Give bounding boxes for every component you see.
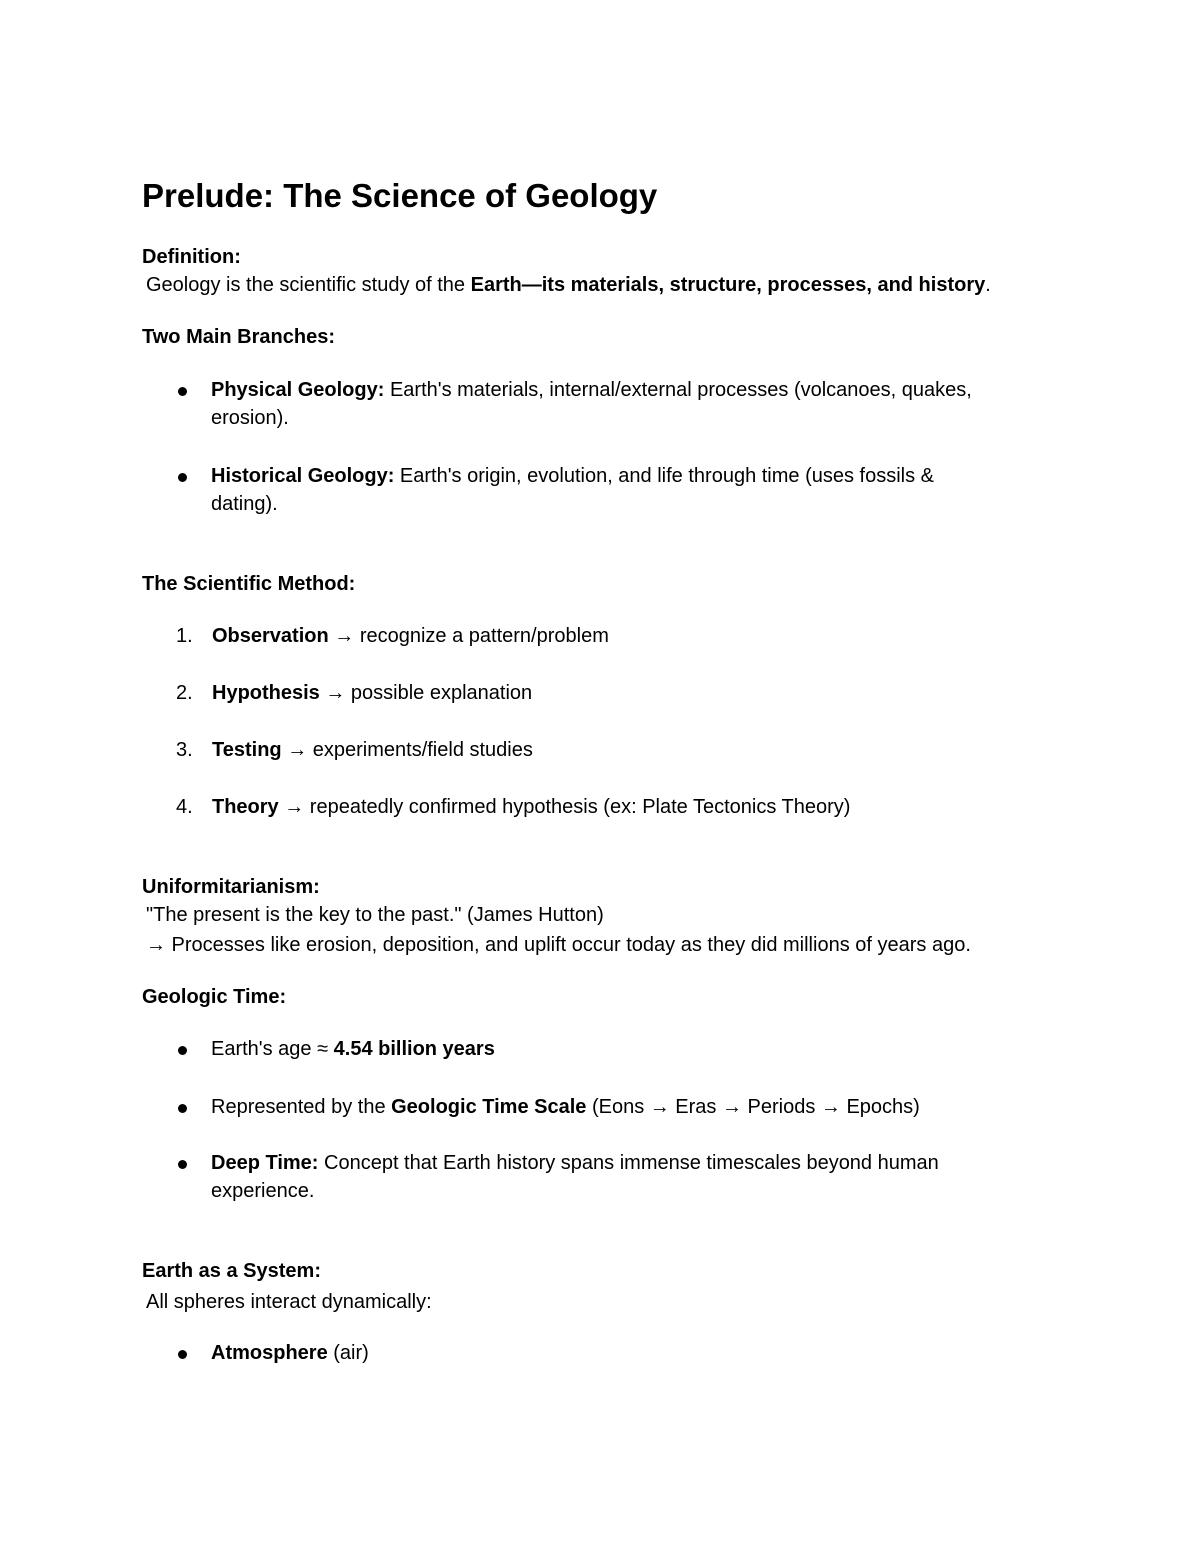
bullet-icon <box>178 1350 187 1359</box>
method-heading-text: The Scientific Method: <box>142 573 356 595</box>
step-number: 4. <box>176 796 193 818</box>
atmosphere-term: Atmosphere <box>211 1342 328 1364</box>
step-desc: → experiments/field studies <box>281 739 533 761</box>
step-desc: → possible explanation <box>319 682 533 704</box>
definition-text <box>146 271 991 300</box>
definition-text-plain: Geology is the scientific study of the <box>146 274 471 296</box>
method-heading <box>142 570 355 599</box>
list-item-atmosphere <box>211 1339 369 1368</box>
branches-heading <box>142 323 335 352</box>
bullet-icon <box>178 473 187 482</box>
time-scale-desc: (Eons → Eras → Periods → Epochs) <box>586 1096 920 1118</box>
list-item-historical-geology <box>211 462 934 491</box>
system-heading <box>142 1257 321 1286</box>
list-item-earth-age <box>211 1035 495 1064</box>
deep-time-term: Deep Time: <box>211 1152 319 1174</box>
page-title: Prelude: The Science of Geology <box>142 177 658 214</box>
atmosphere-desc: (air) <box>327 1342 369 1364</box>
bullet-icon <box>178 1046 187 1055</box>
step-term: Testing <box>212 739 282 761</box>
list-item-physical-geology <box>211 376 972 405</box>
system-intro: All spheres interact dynamically: <box>146 1291 432 1313</box>
step-term: Hypothesis <box>212 682 320 704</box>
method-step-observation <box>212 622 609 651</box>
step-term: Theory <box>212 796 279 818</box>
uniform-heading-text: Uniformitarianism: <box>142 876 320 898</box>
branches-heading-text: Two Main Branches: <box>142 326 335 348</box>
definition-heading-text: Definition: <box>142 246 241 268</box>
step-number: 2. <box>176 682 193 704</box>
time-heading <box>142 983 286 1012</box>
earth-age-value: 4.54 billion years <box>333 1038 495 1060</box>
bullet-icon <box>178 1104 187 1113</box>
step-desc: → recognize a pattern/problem <box>328 625 609 647</box>
uniform-heading <box>142 873 320 902</box>
bullet-icon <box>178 1160 187 1169</box>
list-item-deep-time <box>211 1149 939 1178</box>
deep-time-desc: Concept that Earth history spans immense timescales beyond human <box>318 1152 939 1174</box>
historical-geology-desc: Earth's origin, evolution, and life through time (uses fossils & <box>394 465 935 487</box>
historical-geology-term: Historical Geology: <box>211 465 395 487</box>
step-number: 3. <box>176 739 193 761</box>
time-scale-term: Geologic Time Scale <box>391 1096 587 1118</box>
step-desc: → repeatedly confirmed hypothesis (ex: Plate Tectonics Theory) <box>278 796 851 818</box>
physical-geology-desc: Earth's materials, internal/external processes (volcanoes, quakes, <box>384 379 972 401</box>
definition-text-end: . <box>985 274 991 296</box>
step-term: Observation <box>212 625 329 647</box>
definition-heading <box>142 243 241 272</box>
uniform-quote: "The present is the key to the past." (James Hutton) <box>146 904 604 926</box>
deep-time-desc-cont: experience. <box>211 1180 315 1202</box>
method-step-hypothesis <box>212 679 532 708</box>
time-heading-text: Geologic Time: <box>142 986 287 1008</box>
method-step-testing <box>212 736 533 765</box>
system-heading-text: Earth as a System: <box>142 1260 321 1282</box>
list-item-time-scale <box>211 1093 920 1122</box>
method-step-theory <box>212 793 850 822</box>
physical-geology-desc-cont: erosion). <box>211 407 289 429</box>
historical-geology-desc-cont: dating). <box>211 493 278 515</box>
time-scale-text: Represented by the <box>211 1096 392 1118</box>
bullet-icon <box>178 387 187 396</box>
uniform-note: → Processes like erosion, deposition, and uplift occur today as they did millions of years ago. <box>146 934 971 956</box>
physical-geology-term: Physical Geology: <box>211 379 385 401</box>
definition-text-bold: Earth—its materials, structure, processes, and history <box>470 274 986 296</box>
step-number: 1. <box>176 625 193 647</box>
earth-age-text: Earth's age ≈ <box>211 1038 334 1060</box>
